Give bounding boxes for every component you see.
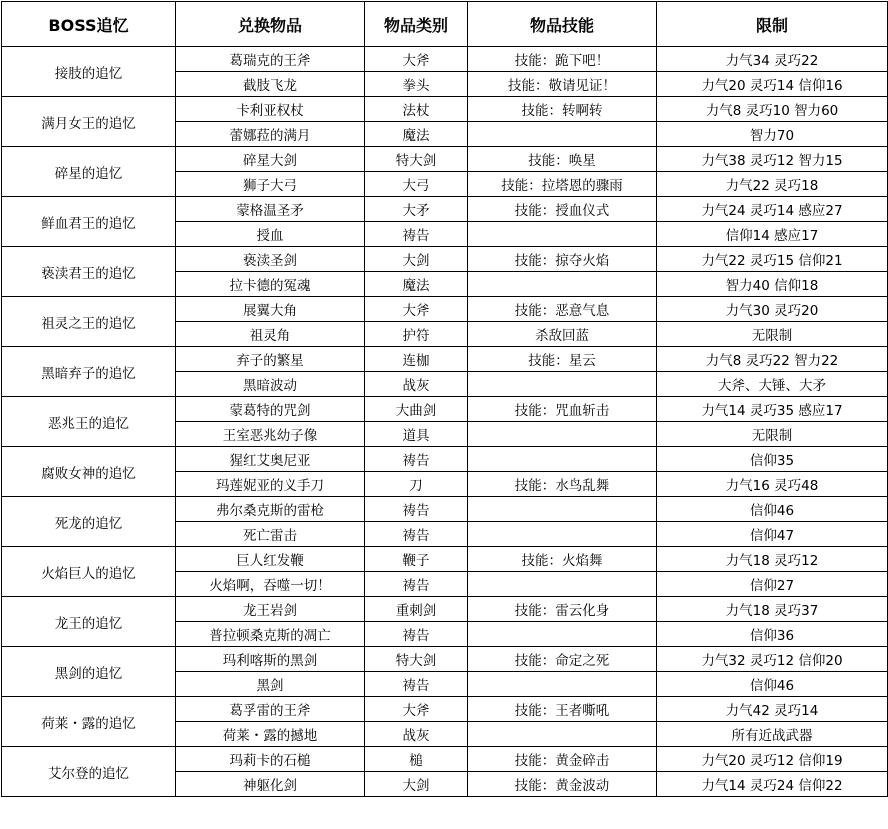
item-limit-cell: 力气8 灵巧10 智力60 [657, 97, 888, 122]
item-name-cell: 死亡雷击 [176, 522, 365, 547]
item-limit-cell: 力气22 灵巧15 信仰21 [657, 247, 888, 272]
item-limit-cell: 智力70 [657, 122, 888, 147]
table-row [2, 547, 888, 572]
boss-name-cell: 祖灵之王的追忆 [2, 297, 176, 347]
item-name-cell: 祖灵角 [176, 322, 365, 347]
item-skill-cell [468, 622, 657, 647]
item-name-cell: 弃子的繁星 [176, 347, 365, 372]
table-row [2, 47, 888, 72]
item-name-cell: 普拉顿桑克斯的凋亡 [176, 622, 365, 647]
item-limit-cell: 无限制 [657, 322, 888, 347]
item-limit-cell: 力气24 灵巧14 感应27 [657, 197, 888, 222]
item-skill-cell [468, 422, 657, 447]
item-name-cell: 神躯化剑 [176, 772, 365, 797]
item-limit-cell: 力气20 灵巧12 信仰19 [657, 747, 888, 772]
boss-name-cell: 鲜血君王的追忆 [2, 197, 176, 247]
boss-name-cell: 死龙的追忆 [2, 497, 176, 547]
boss-name-cell: 碎星的追忆 [2, 147, 176, 197]
item-name-cell: 授血 [176, 222, 365, 247]
boss-name-cell: 龙王的追忆 [2, 597, 176, 647]
item-type-cell: 大矛 [365, 197, 468, 222]
item-type-cell: 大斧 [365, 47, 468, 72]
item-type-cell: 槌 [365, 747, 468, 772]
item-limit-cell: 力气42 灵巧14 [657, 697, 888, 722]
item-type-cell: 道具 [365, 422, 468, 447]
table-row [2, 697, 888, 722]
item-name-cell: 葛孚雷的王斧 [176, 697, 365, 722]
item-name-cell: 卡利亚权杖 [176, 97, 365, 122]
boss-name-cell: 亵渎君王的追忆 [2, 247, 176, 297]
header-row [2, 2, 888, 47]
boss-name-cell: 腐败女神的追忆 [2, 447, 176, 497]
item-name-cell: 蕾娜菈的满月 [176, 122, 365, 147]
item-skill-cell: 技能：恶意气息 [468, 297, 657, 322]
item-type-cell: 魔法 [365, 122, 468, 147]
item-name-cell: 碎星大剑 [176, 147, 365, 172]
item-skill-cell: 技能：王者嘶吼 [468, 697, 657, 722]
item-type-cell: 大斧 [365, 697, 468, 722]
item-skill-cell: 杀敌回蓝 [468, 322, 657, 347]
item-type-cell: 魔法 [365, 272, 468, 297]
item-skill-cell: 技能：黄金波动 [468, 772, 657, 797]
table-body [2, 47, 888, 797]
item-limit-cell: 信仰35 [657, 447, 888, 472]
item-limit-cell: 力气22 灵巧18 [657, 172, 888, 197]
item-name-cell: 龙王岩剑 [176, 597, 365, 622]
item-limit-cell: 信仰27 [657, 572, 888, 597]
item-skill-cell [468, 497, 657, 522]
item-limit-cell: 信仰47 [657, 522, 888, 547]
boss-name-cell: 艾尔登的追忆 [2, 747, 176, 797]
item-name-cell: 巨人红发鞭 [176, 547, 365, 572]
item-type-cell: 祷告 [365, 447, 468, 472]
item-skill-cell: 技能：命定之死 [468, 647, 657, 672]
item-limit-cell: 智力40 信仰18 [657, 272, 888, 297]
item-name-cell: 火焰啊，吞噬一切！ [176, 572, 365, 597]
item-name-cell: 玛莲妮亚的义手刀 [176, 472, 365, 497]
boss-name-cell: 黑剑的追忆 [2, 647, 176, 697]
item-type-cell: 连枷 [365, 347, 468, 372]
item-name-cell: 玛利喀斯的黑剑 [176, 647, 365, 672]
table-row [2, 747, 888, 772]
table-row [2, 447, 888, 472]
item-skill-cell [468, 572, 657, 597]
item-skill-cell: 技能：咒血斩击 [468, 397, 657, 422]
item-type-cell: 大斧 [365, 297, 468, 322]
item-limit-cell: 力气38 灵巧12 智力15 [657, 147, 888, 172]
table-row [2, 297, 888, 322]
item-type-cell: 拳头 [365, 72, 468, 97]
item-skill-cell: 技能：敬请见证！ [468, 72, 657, 97]
boss-name-cell: 恶兆王的追忆 [2, 397, 176, 447]
boss-name-cell: 接肢的追忆 [2, 47, 176, 97]
header-type: 物品类别 [365, 2, 468, 47]
item-type-cell: 特大剑 [365, 147, 468, 172]
item-name-cell: 黑暗波动 [176, 372, 365, 397]
item-type-cell: 大曲剑 [365, 397, 468, 422]
item-name-cell: 狮子大弓 [176, 172, 365, 197]
item-limit-cell: 信仰46 [657, 672, 888, 697]
item-type-cell: 祷告 [365, 622, 468, 647]
item-type-cell: 特大剑 [365, 647, 468, 672]
item-type-cell: 祷告 [365, 222, 468, 247]
item-limit-cell: 力气20 灵巧14 信仰16 [657, 72, 888, 97]
item-skill-cell [468, 122, 657, 147]
item-name-cell: 拉卡德的冤魂 [176, 272, 365, 297]
item-type-cell: 法杖 [365, 97, 468, 122]
item-skill-cell [468, 222, 657, 247]
item-skill-cell [468, 272, 657, 297]
item-limit-cell: 力气32 灵巧12 信仰20 [657, 647, 888, 672]
item-name-cell: 蒙格温圣矛 [176, 197, 365, 222]
table-row [2, 197, 888, 222]
table-row [2, 247, 888, 272]
boss-name-cell: 火焰巨人的追忆 [2, 547, 176, 597]
item-skill-cell: 技能：星云 [468, 347, 657, 372]
item-skill-cell: 技能：授血仪式 [468, 197, 657, 222]
table-row [2, 497, 888, 522]
table-row [2, 347, 888, 372]
header-item: 兑换物品 [176, 2, 365, 47]
table-row [2, 397, 888, 422]
item-name-cell: 黑剑 [176, 672, 365, 697]
item-name-cell: 截肢飞龙 [176, 72, 365, 97]
item-name-cell: 荷莱・露的撼地 [176, 722, 365, 747]
item-limit-cell: 力气14 灵巧24 信仰22 [657, 772, 888, 797]
item-skill-cell: 技能：火焰舞 [468, 547, 657, 572]
item-skill-cell: 技能：黄金碎击 [468, 747, 657, 772]
header-boss: BOSS追忆 [2, 2, 176, 47]
boss-name-cell: 黑暗弃子的追忆 [2, 347, 176, 397]
item-type-cell: 祷告 [365, 572, 468, 597]
item-skill-cell [468, 672, 657, 697]
item-name-cell: 葛瑞克的王斧 [176, 47, 365, 72]
item-skill-cell: 技能：雷云化身 [468, 597, 657, 622]
item-skill-cell: 技能：转啊转 [468, 97, 657, 122]
item-type-cell: 大剑 [365, 247, 468, 272]
item-type-cell: 祷告 [365, 672, 468, 697]
item-skill-cell: 技能：跪下吧！ [468, 47, 657, 72]
item-limit-cell: 力气8 灵巧22 智力22 [657, 347, 888, 372]
item-name-cell: 玛莉卡的石槌 [176, 747, 365, 772]
boss-name-cell: 满月女王的追忆 [2, 97, 176, 147]
item-name-cell: 猩红艾奥尼亚 [176, 447, 365, 472]
item-skill-cell: 技能：唤星 [468, 147, 657, 172]
item-limit-cell: 力气16 灵巧48 [657, 472, 888, 497]
item-type-cell: 刀 [365, 472, 468, 497]
table-row [2, 647, 888, 672]
table-row [2, 597, 888, 622]
item-limit-cell: 力气18 灵巧12 [657, 547, 888, 572]
item-skill-cell: 技能：拉塔恩的骤雨 [468, 172, 657, 197]
item-limit-cell: 所有近战武器 [657, 722, 888, 747]
item-name-cell: 王室恶兆幼子像 [176, 422, 365, 447]
item-skill-cell [468, 522, 657, 547]
item-type-cell: 大弓 [365, 172, 468, 197]
item-name-cell: 弗尔桑克斯的雷枪 [176, 497, 365, 522]
item-name-cell: 蒙葛特的咒剑 [176, 397, 365, 422]
item-name-cell: 展翼大角 [176, 297, 365, 322]
boss-name-cell: 荷莱・露的追忆 [2, 697, 176, 747]
item-limit-cell: 力气18 灵巧37 [657, 597, 888, 622]
item-name-cell: 亵渎圣剑 [176, 247, 365, 272]
item-type-cell: 祷告 [365, 497, 468, 522]
item-limit-cell: 无限制 [657, 422, 888, 447]
item-skill-cell [468, 447, 657, 472]
item-type-cell: 重刺剑 [365, 597, 468, 622]
item-limit-cell: 大斧、大锤、大矛 [657, 372, 888, 397]
item-skill-cell: 技能：掠夺火焰 [468, 247, 657, 272]
header-limit: 限制 [657, 2, 888, 47]
item-limit-cell: 力气34 灵巧22 [657, 47, 888, 72]
item-type-cell: 战灰 [365, 722, 468, 747]
item-limit-cell: 信仰36 [657, 622, 888, 647]
item-limit-cell: 力气14 灵巧35 感应17 [657, 397, 888, 422]
item-type-cell: 护符 [365, 322, 468, 347]
boss-remembrance-table [1, 1, 888, 797]
item-type-cell: 祷告 [365, 522, 468, 547]
item-skill-cell [468, 722, 657, 747]
table-row [2, 147, 888, 172]
header-skill: 物品技能 [468, 2, 657, 47]
item-skill-cell: 技能：水鸟乱舞 [468, 472, 657, 497]
item-type-cell: 大剑 [365, 772, 468, 797]
item-type-cell: 战灰 [365, 372, 468, 397]
item-limit-cell: 信仰14 感应17 [657, 222, 888, 247]
item-limit-cell: 信仰46 [657, 497, 888, 522]
table-row [2, 97, 888, 122]
item-type-cell: 鞭子 [365, 547, 468, 572]
item-limit-cell: 力气30 灵巧20 [657, 297, 888, 322]
item-skill-cell [468, 372, 657, 397]
